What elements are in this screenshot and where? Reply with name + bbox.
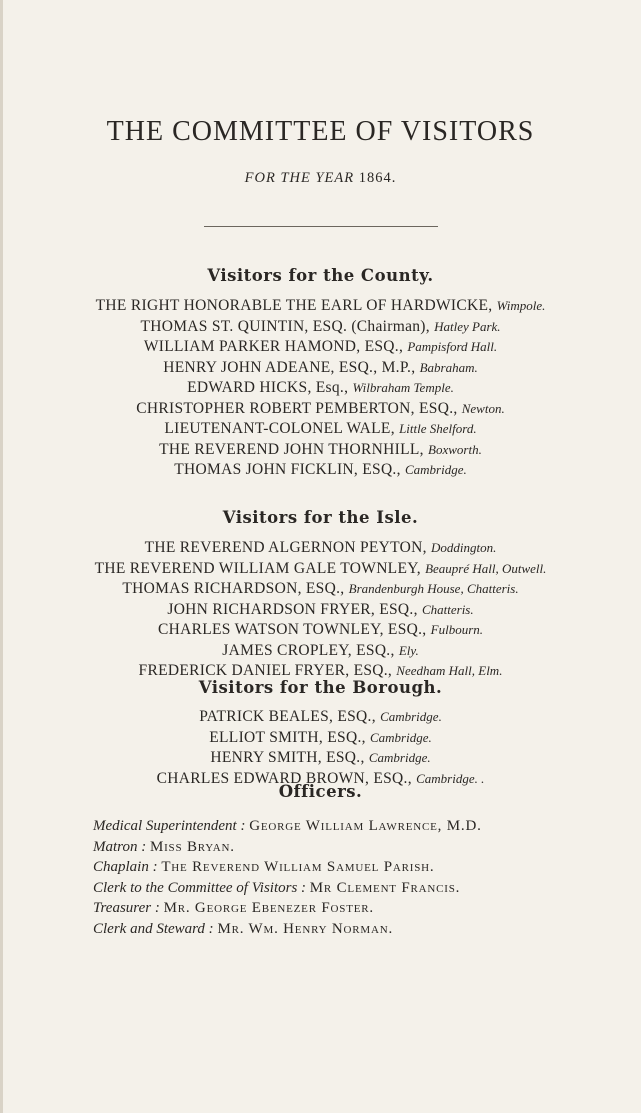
officer-name: The Reverend William Samuel Parish. — [161, 859, 435, 875]
list-item — [0, 358, 641, 379]
officer-name: Miss Bryan. — [149, 838, 235, 855]
visitor-place: Babraham. — [419, 359, 478, 375]
list-item — [0, 600, 641, 621]
officer-role: Medical Superintendent : — [93, 818, 246, 834]
visitor-name: THOMAS RICHARDSON, ESQ., — [122, 580, 345, 597]
officer-name: Mr Clement Francis. — [309, 879, 461, 896]
list-item — [0, 296, 641, 317]
list-item — [0, 460, 641, 481]
isle-visitors-list — [0, 538, 641, 682]
list-item — [0, 620, 641, 641]
officers-list — [93, 816, 482, 939]
list-item — [0, 748, 641, 769]
visitor-place: Hatley Park. — [434, 318, 501, 334]
officer-role: Treasurer : — [93, 900, 160, 916]
list-item — [0, 317, 641, 338]
list-item — [0, 399, 641, 420]
officer-item — [93, 816, 482, 837]
visitor-place: Cambridge. — [404, 462, 467, 477]
visitor-name: CHRISTOPHER ROBERT PEMBERTON, ESQ., — [136, 399, 458, 417]
visitor-name: PATRICK BEALES, ESQ., — [199, 708, 376, 725]
visitor-name: HENRY JOHN ADEANE, ESQ., M.P., — [163, 358, 416, 376]
officer-item — [93, 898, 482, 919]
officer-name: George William Lawrence, M.D. — [249, 818, 482, 834]
visitor-place: Cambridge. — [368, 750, 431, 765]
subtitle-prefix: FOR THE YEAR — [244, 170, 355, 186]
officer-role: Clerk and Steward : — [93, 920, 214, 937]
visitor-place: Newton. — [461, 400, 505, 416]
visitor-place: Cambridge. — [369, 729, 432, 745]
visitor-name: THE RIGHT HONORABLE THE EARL OF HARDWICKE, — [95, 297, 493, 314]
county-visitors-list — [0, 296, 641, 481]
borough-visitors-list — [0, 707, 641, 789]
list-item — [0, 378, 641, 399]
visitor-name: THE REVEREND ALGERNON PEYTON, — [144, 539, 427, 556]
officer-item — [93, 837, 482, 858]
list-item — [0, 538, 641, 559]
visitor-name: CHARLES EDWARD BROWN, ESQ., — [156, 769, 412, 787]
officers-heading: Officers. — [278, 782, 363, 801]
officer-item — [93, 857, 482, 878]
visitor-place: Doddington. — [431, 540, 497, 555]
visitor-name: EDWARD HICKS, Esq., — [187, 379, 349, 396]
list-item — [0, 728, 641, 749]
visitor-place: Wilbraham Temple. — [352, 380, 454, 395]
officer-role: Matron : — [93, 838, 147, 855]
officer-item — [93, 878, 482, 899]
subtitle — [0, 170, 641, 187]
list-item — [0, 559, 641, 580]
visitor-place: Cambridge. — [380, 709, 442, 724]
list-item — [0, 707, 641, 728]
divider-rule — [204, 226, 438, 227]
visitor-place: Needham Hall, Elm. — [396, 663, 503, 678]
section-heading-county: Visitors for the County. — [207, 266, 434, 285]
officer-name: Mr. Wm. Henry Norman. — [217, 920, 394, 937]
list-item — [0, 579, 641, 600]
visitor-name: WILLIAM PARKER HAMOND, ESQ., — [143, 338, 404, 355]
visitor-place: Beaupré Hall, Outwell. — [425, 560, 547, 576]
officer-name: Mr. George Ebenezer Foster. — [163, 900, 374, 916]
visitor-name: THE REVEREND JOHN THORNHILL, — [159, 440, 424, 458]
visitor-name: LIEUTENANT-COLONEL WALE, — [164, 420, 395, 437]
visitor-place: Wimpole. — [496, 298, 546, 313]
visitor-name: HENRY SMITH, ESQ., — [210, 749, 365, 766]
list-item — [0, 337, 641, 358]
visitor-place: Little Shelford. — [399, 421, 477, 436]
visitor-name: THOMAS JOHN FICKLIN, ESQ., — [174, 461, 401, 478]
section-heading-isle: Visitors for the Isle. — [222, 508, 419, 527]
visitor-place: Cambridge. . — [416, 770, 485, 786]
officer-role: Chaplain : — [93, 859, 158, 875]
visitor-name: FREDERICK DANIEL FRYER, ESQ., — [138, 662, 393, 679]
visitor-name: JAMES CROPLEY, ESQ., — [222, 641, 395, 659]
section-heading-borough: Visitors for the Borough. — [198, 678, 443, 697]
visitor-name: ELLIOT SMITH, ESQ., — [209, 728, 366, 746]
visitor-place: Pampisford Hall. — [407, 339, 498, 354]
subtitle-year: 1864. — [358, 170, 397, 186]
visitor-place: Fulbourn. — [430, 622, 484, 637]
visitor-name: THOMAS ST. QUINTIN, ESQ. (Chairman), — [140, 317, 430, 335]
page-title: THE COMMITTEE OF VISITORS — [106, 116, 535, 147]
visitor-name: CHARLES WATSON TOWNLEY, ESQ., — [157, 621, 427, 638]
list-item — [0, 419, 641, 440]
visitor-place: Brandenburgh House, Chatteris. — [348, 581, 519, 596]
list-item — [0, 641, 641, 662]
visitor-name: THE REVEREND WILLIAM GALE TOWNLEY, — [94, 559, 421, 577]
list-item — [0, 440, 641, 461]
visitor-name: JOHN RICHARDSON FRYER, ESQ., — [167, 600, 418, 618]
visitor-place: Ely. — [398, 642, 419, 658]
visitor-place: Boxworth. — [428, 441, 482, 457]
officer-item — [93, 919, 482, 940]
officer-role: Clerk to the Committee of Visitors : — [93, 879, 307, 896]
visitor-place: Chatteris. — [421, 601, 474, 617]
